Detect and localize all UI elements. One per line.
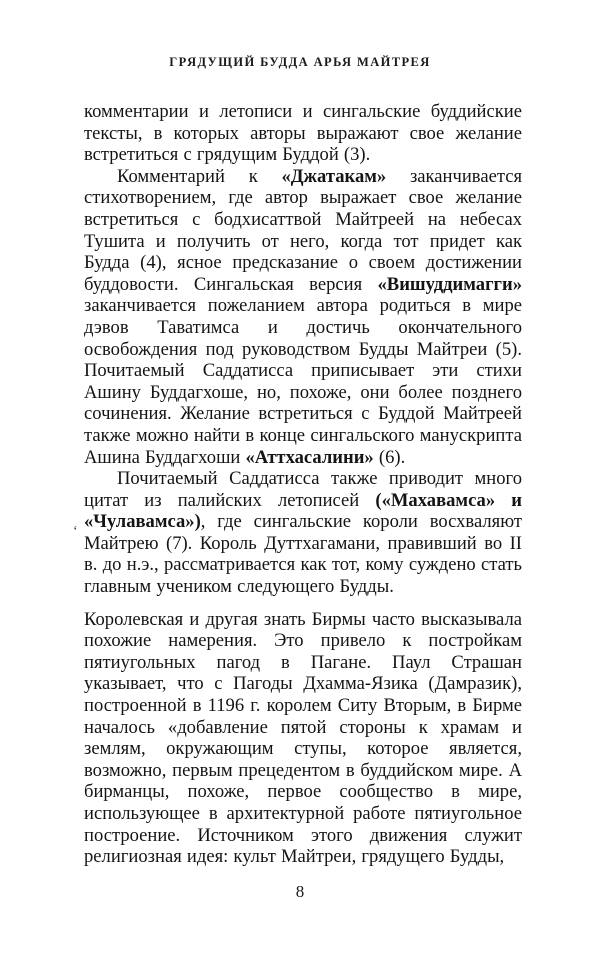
emphasized-title-text: («Махавамса» и «Чулавамса») xyxy=(84,489,523,533)
paragraph xyxy=(84,101,522,166)
paragraph-text: Комментарий к xyxy=(117,165,282,187)
paragraph-text: заканчивается стихотворением, где автор выражает свое желание встретиться с бодхисаттвой Майтреей на небесах Тушита и получить от него, когда тот придет как Будда (4), ясное предсказание о своем достижении буддовости. Сингальская версия xyxy=(84,165,523,295)
page-number: 8 xyxy=(295,882,305,901)
paragraph-text: комментарии и летописи и сингальские буддийские тексты, в которых авторы выражают свое желание встретиться с грядущим Буддой (3). xyxy=(84,101,522,166)
running-head: ГРЯДУЩИЙ БУДДА АРЬЯ МАЙТРЕЯ xyxy=(169,55,431,69)
emphasized-title-text: «Джатакам» xyxy=(281,165,387,187)
paragraph xyxy=(84,166,522,468)
paragraph-text: Почитаемый Саддатисса также приводит много цитат из палийских летописей xyxy=(84,468,522,511)
paragraph xyxy=(84,609,522,868)
paragraph-text: Королевская и другая знать Бирмы часто высказывала похожие намерения. Это привело к постройкам пятиугольных пагод в Пагане. Паул Страшан указывает, что с Пагоды Дхамма-Язика (Дамразик), построенной в 1196 г. королем Ситу Вторым, в Бирме началось «добавление пятой стороны к храмам и землям, окружающим ступы, которое является, возможно, первым прецедентом в буддийском мире. А бирманцы, похоже, первое сообщество в мире, использующее в архитектурной работе пятиугольное построение. Источником этого движения служит религиозная идея: культ Майтреи, грядущего Будды, xyxy=(84,608,522,868)
paragraph-text: , где сингальские короли восхваляют Майтрею (7). Король Дуттхагамани, правивший во II в. до н.э., рассматривается как тот, кому суждено стать главным учеником следующего Будды. xyxy=(84,511,522,598)
paragraph-text: (6). xyxy=(373,446,406,468)
emphasized-title-text: «Аттхасалини» xyxy=(245,446,374,468)
emphasized-title-text: «Вишуддимагги» xyxy=(377,273,522,295)
paragraph xyxy=(84,468,522,598)
body-text xyxy=(84,101,522,868)
paragraph-text: заканчивается пожеланием автора родиться в мире дэвов Таватимса и достичь окончательного освобождения под руководством Будды Майтреи (5). Почитаемый Саддатисса приписывает эти стихи Ашину Буддагхоше, но, похоже, они более позднего сочинения. Желание встретиться с Буддой Майтреей также можно найти в конце сингальского манускрипта Ашина Буддагхоши xyxy=(84,295,522,468)
print-artifact-mark: ‘ xyxy=(73,524,78,539)
